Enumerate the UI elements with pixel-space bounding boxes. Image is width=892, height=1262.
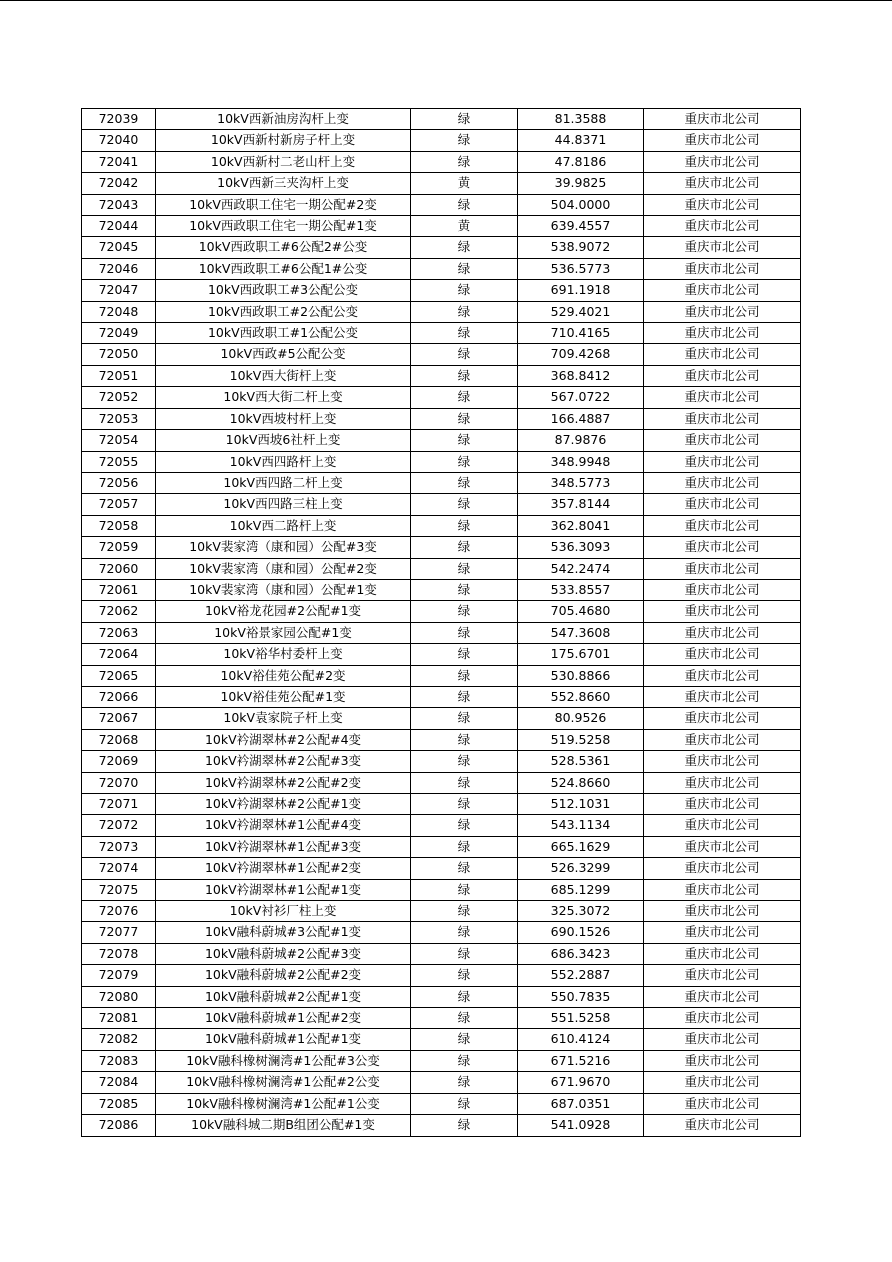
table-row	[82, 601, 801, 622]
value-cell: 530.8866	[518, 665, 644, 686]
status-cell: 绿	[411, 901, 518, 922]
status-cell: 绿	[411, 109, 518, 130]
company-cell: 重庆市北公司	[644, 965, 801, 986]
status-cell: 绿	[411, 387, 518, 408]
table-row	[82, 451, 801, 472]
value-cell: 541.0928	[518, 1115, 644, 1136]
id-cell: 72067	[82, 708, 156, 729]
company-cell: 重庆市北公司	[644, 943, 801, 964]
name-cell: 10kV西四路杆上变	[156, 451, 411, 472]
table-row	[82, 708, 801, 729]
id-cell: 72066	[82, 686, 156, 707]
company-cell: 重庆市北公司	[644, 301, 801, 322]
status-cell: 黄	[411, 173, 518, 194]
id-cell: 72061	[82, 579, 156, 600]
table-row	[82, 216, 801, 237]
company-cell: 重庆市北公司	[644, 879, 801, 900]
company-cell: 重庆市北公司	[644, 280, 801, 301]
value-cell: 524.8660	[518, 772, 644, 793]
value-cell: 690.1526	[518, 922, 644, 943]
id-cell: 72081	[82, 1008, 156, 1029]
id-cell: 72048	[82, 301, 156, 322]
company-cell: 重庆市北公司	[644, 815, 801, 836]
table-row	[82, 879, 801, 900]
id-cell: 72044	[82, 216, 156, 237]
status-cell: 绿	[411, 729, 518, 750]
name-cell: 10kV裕佳苑公配#2变	[156, 665, 411, 686]
table-row	[82, 323, 801, 344]
name-cell: 10kV西政#5公配公变	[156, 344, 411, 365]
company-cell: 重庆市北公司	[644, 922, 801, 943]
transformer-table-body	[82, 109, 801, 1137]
value-cell: 671.9670	[518, 1072, 644, 1093]
name-cell: 10kV西二路杆上变	[156, 515, 411, 536]
value-cell: 533.8557	[518, 579, 644, 600]
id-cell: 72086	[82, 1115, 156, 1136]
name-cell: 10kV西政职工#3公配公变	[156, 280, 411, 301]
company-cell: 重庆市北公司	[644, 109, 801, 130]
status-cell: 绿	[411, 815, 518, 836]
company-cell: 重庆市北公司	[644, 601, 801, 622]
status-cell: 绿	[411, 515, 518, 536]
status-cell: 绿	[411, 858, 518, 879]
status-cell: 绿	[411, 622, 518, 643]
name-cell: 10kV袁家院子杆上变	[156, 708, 411, 729]
status-cell: 绿	[411, 258, 518, 279]
name-cell: 10kV西政职工#1公配公变	[156, 323, 411, 344]
value-cell: 550.7835	[518, 986, 644, 1007]
status-cell: 黄	[411, 216, 518, 237]
status-cell: 绿	[411, 194, 518, 215]
value-cell: 686.3423	[518, 943, 644, 964]
status-cell: 绿	[411, 323, 518, 344]
table-row	[82, 301, 801, 322]
value-cell: 687.0351	[518, 1093, 644, 1114]
status-cell: 绿	[411, 986, 518, 1007]
table-row	[82, 622, 801, 643]
id-cell: 72049	[82, 323, 156, 344]
company-cell: 重庆市北公司	[644, 794, 801, 815]
id-cell: 72082	[82, 1029, 156, 1050]
id-cell: 72041	[82, 151, 156, 172]
value-cell: 685.1299	[518, 879, 644, 900]
company-cell: 重庆市北公司	[644, 494, 801, 515]
company-cell: 重庆市北公司	[644, 1072, 801, 1093]
name-cell: 10kV衿湖翠林#1公配#4变	[156, 815, 411, 836]
id-cell: 72063	[82, 622, 156, 643]
status-cell: 绿	[411, 686, 518, 707]
id-cell: 72080	[82, 986, 156, 1007]
status-cell: 绿	[411, 879, 518, 900]
table-row	[82, 515, 801, 536]
status-cell: 绿	[411, 237, 518, 258]
name-cell: 10kV融科橡树澜湾#1公配#3公变	[156, 1050, 411, 1071]
table-row	[82, 387, 801, 408]
company-cell: 重庆市北公司	[644, 1050, 801, 1071]
value-cell: 81.3588	[518, 109, 644, 130]
value-cell: 543.1134	[518, 815, 644, 836]
value-cell: 691.1918	[518, 280, 644, 301]
name-cell: 10kV裕龙花园#2公配#1变	[156, 601, 411, 622]
id-cell: 72050	[82, 344, 156, 365]
id-cell: 72051	[82, 365, 156, 386]
value-cell: 325.3072	[518, 901, 644, 922]
table-row	[82, 644, 801, 665]
name-cell: 10kV西新村新房子杆上变	[156, 130, 411, 151]
table-row	[82, 1050, 801, 1071]
status-cell: 绿	[411, 472, 518, 493]
name-cell: 10kV西四路三柱上变	[156, 494, 411, 515]
name-cell: 10kV融科蔚城#2公配#3变	[156, 943, 411, 964]
status-cell: 绿	[411, 151, 518, 172]
status-cell: 绿	[411, 408, 518, 429]
table-row	[82, 1008, 801, 1029]
name-cell: 10kV西政职工#2公配公变	[156, 301, 411, 322]
id-cell: 72074	[82, 858, 156, 879]
id-cell: 72069	[82, 751, 156, 772]
value-cell: 551.5258	[518, 1008, 644, 1029]
status-cell: 绿	[411, 665, 518, 686]
id-cell: 72058	[82, 515, 156, 536]
company-cell: 重庆市北公司	[644, 430, 801, 451]
name-cell: 10kV融科蔚城#3公配#1变	[156, 922, 411, 943]
status-cell: 绿	[411, 130, 518, 151]
value-cell: 552.8660	[518, 686, 644, 707]
table-row	[82, 579, 801, 600]
status-cell: 绿	[411, 537, 518, 558]
table-row	[82, 965, 801, 986]
value-cell: 536.3093	[518, 537, 644, 558]
status-cell: 绿	[411, 1008, 518, 1029]
company-cell: 重庆市北公司	[644, 772, 801, 793]
status-cell: 绿	[411, 1029, 518, 1050]
id-cell: 72047	[82, 280, 156, 301]
company-cell: 重庆市北公司	[644, 622, 801, 643]
value-cell: 639.4557	[518, 216, 644, 237]
table-row	[82, 729, 801, 750]
table-row	[82, 408, 801, 429]
id-cell: 72062	[82, 601, 156, 622]
status-cell: 绿	[411, 836, 518, 857]
company-cell: 重庆市北公司	[644, 451, 801, 472]
table-row	[82, 922, 801, 943]
company-cell: 重庆市北公司	[644, 708, 801, 729]
value-cell: 44.8371	[518, 130, 644, 151]
value-cell: 709.4268	[518, 344, 644, 365]
status-cell: 绿	[411, 644, 518, 665]
table-row	[82, 901, 801, 922]
company-cell: 重庆市北公司	[644, 1008, 801, 1029]
status-cell: 绿	[411, 965, 518, 986]
transformer-table	[81, 108, 801, 1137]
value-cell: 671.5216	[518, 1050, 644, 1071]
value-cell: 512.1031	[518, 794, 644, 815]
id-cell: 72083	[82, 1050, 156, 1071]
name-cell: 10kV融科橡树澜湾#1公配#1公变	[156, 1093, 411, 1114]
id-cell: 72057	[82, 494, 156, 515]
company-cell: 重庆市北公司	[644, 644, 801, 665]
company-cell: 重庆市北公司	[644, 686, 801, 707]
company-cell: 重庆市北公司	[644, 365, 801, 386]
status-cell: 绿	[411, 708, 518, 729]
value-cell: 519.5258	[518, 729, 644, 750]
status-cell: 绿	[411, 943, 518, 964]
value-cell: 166.4887	[518, 408, 644, 429]
status-cell: 绿	[411, 430, 518, 451]
name-cell: 10kV衿湖翠林#2公配#1变	[156, 794, 411, 815]
id-cell: 72040	[82, 130, 156, 151]
id-cell: 72064	[82, 644, 156, 665]
table-row	[82, 665, 801, 686]
company-cell: 重庆市北公司	[644, 258, 801, 279]
value-cell: 357.8144	[518, 494, 644, 515]
table-row	[82, 1093, 801, 1114]
company-cell: 重庆市北公司	[644, 579, 801, 600]
company-cell: 重庆市北公司	[644, 130, 801, 151]
table-row	[82, 986, 801, 1007]
status-cell: 绿	[411, 751, 518, 772]
company-cell: 重庆市北公司	[644, 1093, 801, 1114]
table-row	[82, 173, 801, 194]
table-row	[82, 237, 801, 258]
table-row	[82, 815, 801, 836]
id-cell: 72071	[82, 794, 156, 815]
value-cell: 368.8412	[518, 365, 644, 386]
name-cell: 10kV西四路二杆上变	[156, 472, 411, 493]
company-cell: 重庆市北公司	[644, 194, 801, 215]
name-cell: 10kV裴家湾（康和园）公配#1变	[156, 579, 411, 600]
company-cell: 重庆市北公司	[644, 537, 801, 558]
company-cell: 重庆市北公司	[644, 323, 801, 344]
company-cell: 重庆市北公司	[644, 1029, 801, 1050]
id-cell: 72065	[82, 665, 156, 686]
name-cell: 10kV融科城二期B组团公配#1变	[156, 1115, 411, 1136]
id-cell: 72056	[82, 472, 156, 493]
name-cell: 10kV西政职工#6公配1#公变	[156, 258, 411, 279]
table-row	[82, 109, 801, 130]
table-row	[82, 344, 801, 365]
name-cell: 10kV裕景家园公配#1变	[156, 622, 411, 643]
value-cell: 87.9876	[518, 430, 644, 451]
name-cell: 10kV衿湖翠林#1公配#1变	[156, 879, 411, 900]
table-row	[82, 430, 801, 451]
company-cell: 重庆市北公司	[644, 901, 801, 922]
status-cell: 绿	[411, 772, 518, 793]
name-cell: 10kV衿湖翠林#2公配#3变	[156, 751, 411, 772]
id-cell: 72076	[82, 901, 156, 922]
value-cell: 547.3608	[518, 622, 644, 643]
name-cell: 10kV融科蔚城#1公配#1变	[156, 1029, 411, 1050]
value-cell: 567.0722	[518, 387, 644, 408]
table-row	[82, 258, 801, 279]
table-row	[82, 686, 801, 707]
table-row	[82, 1072, 801, 1093]
id-cell: 72084	[82, 1072, 156, 1093]
value-cell: 175.6701	[518, 644, 644, 665]
status-cell: 绿	[411, 1093, 518, 1114]
table-row	[82, 472, 801, 493]
value-cell: 80.9526	[518, 708, 644, 729]
id-cell: 72042	[82, 173, 156, 194]
id-cell: 72045	[82, 237, 156, 258]
status-cell: 绿	[411, 579, 518, 600]
value-cell: 542.2474	[518, 558, 644, 579]
id-cell: 72079	[82, 965, 156, 986]
name-cell: 10kV西政职工住宅一期公配#1变	[156, 216, 411, 237]
id-cell: 72039	[82, 109, 156, 130]
value-cell: 610.4124	[518, 1029, 644, 1050]
table-row	[82, 130, 801, 151]
name-cell: 10kV衬衫厂柱上变	[156, 901, 411, 922]
status-cell: 绿	[411, 601, 518, 622]
name-cell: 10kV西新三夹沟杆上变	[156, 173, 411, 194]
company-cell: 重庆市北公司	[644, 729, 801, 750]
value-cell: 536.5773	[518, 258, 644, 279]
table-row	[82, 943, 801, 964]
table-row	[82, 494, 801, 515]
value-cell: 538.9072	[518, 237, 644, 258]
value-cell: 552.2887	[518, 965, 644, 986]
id-cell: 72085	[82, 1093, 156, 1114]
table-row	[82, 836, 801, 857]
name-cell: 10kV裕佳苑公配#1变	[156, 686, 411, 707]
name-cell: 10kV裴家湾（康和园）公配#2变	[156, 558, 411, 579]
id-cell: 72068	[82, 729, 156, 750]
table-row	[82, 751, 801, 772]
id-cell: 72070	[82, 772, 156, 793]
value-cell: 348.9948	[518, 451, 644, 472]
name-cell: 10kV西坡6社杆上变	[156, 430, 411, 451]
table-row	[82, 194, 801, 215]
status-cell: 绿	[411, 365, 518, 386]
page-top-border	[0, 0, 892, 1]
table-row	[82, 794, 801, 815]
id-cell: 72054	[82, 430, 156, 451]
company-cell: 重庆市北公司	[644, 515, 801, 536]
company-cell: 重庆市北公司	[644, 173, 801, 194]
status-cell: 绿	[411, 1050, 518, 1071]
company-cell: 重庆市北公司	[644, 1115, 801, 1136]
value-cell: 705.4680	[518, 601, 644, 622]
name-cell: 10kV衿湖翠林#2公配#4变	[156, 729, 411, 750]
company-cell: 重庆市北公司	[644, 665, 801, 686]
name-cell: 10kV西新油房沟杆上变	[156, 109, 411, 130]
status-cell: 绿	[411, 1072, 518, 1093]
value-cell: 665.1629	[518, 836, 644, 857]
table-row	[82, 365, 801, 386]
table-row	[82, 772, 801, 793]
company-cell: 重庆市北公司	[644, 751, 801, 772]
table-row	[82, 1029, 801, 1050]
table-row	[82, 151, 801, 172]
status-cell: 绿	[411, 1115, 518, 1136]
name-cell: 10kV融科蔚城#1公配#2变	[156, 1008, 411, 1029]
id-cell: 72052	[82, 387, 156, 408]
company-cell: 重庆市北公司	[644, 986, 801, 1007]
table-row	[82, 280, 801, 301]
id-cell: 72055	[82, 451, 156, 472]
name-cell: 10kV衿湖翠林#1公配#3变	[156, 836, 411, 857]
name-cell: 10kV融科蔚城#2公配#1变	[156, 986, 411, 1007]
value-cell: 47.8186	[518, 151, 644, 172]
value-cell: 39.9825	[518, 173, 644, 194]
name-cell: 10kV衿湖翠林#1公配#2变	[156, 858, 411, 879]
company-cell: 重庆市北公司	[644, 237, 801, 258]
table-row	[82, 537, 801, 558]
value-cell: 526.3299	[518, 858, 644, 879]
id-cell: 72078	[82, 943, 156, 964]
value-cell: 528.5361	[518, 751, 644, 772]
value-cell: 504.0000	[518, 194, 644, 215]
status-cell: 绿	[411, 558, 518, 579]
status-cell: 绿	[411, 344, 518, 365]
name-cell: 10kV西政职工住宅一期公配#2变	[156, 194, 411, 215]
id-cell: 72072	[82, 815, 156, 836]
name-cell: 10kV西大街二杆上变	[156, 387, 411, 408]
status-cell: 绿	[411, 794, 518, 815]
value-cell: 362.8041	[518, 515, 644, 536]
company-cell: 重庆市北公司	[644, 151, 801, 172]
id-cell: 72043	[82, 194, 156, 215]
id-cell: 72073	[82, 836, 156, 857]
name-cell: 10kV西大街杆上变	[156, 365, 411, 386]
company-cell: 重庆市北公司	[644, 558, 801, 579]
name-cell: 10kV衿湖翠林#2公配#2变	[156, 772, 411, 793]
company-cell: 重庆市北公司	[644, 858, 801, 879]
id-cell: 72060	[82, 558, 156, 579]
company-cell: 重庆市北公司	[644, 472, 801, 493]
company-cell: 重庆市北公司	[644, 387, 801, 408]
status-cell: 绿	[411, 922, 518, 943]
company-cell: 重庆市北公司	[644, 836, 801, 857]
status-cell: 绿	[411, 280, 518, 301]
status-cell: 绿	[411, 451, 518, 472]
table-row	[82, 858, 801, 879]
id-cell: 72053	[82, 408, 156, 429]
table-row	[82, 558, 801, 579]
value-cell: 529.4021	[518, 301, 644, 322]
name-cell: 10kV裴家湾（康和园）公配#3变	[156, 537, 411, 558]
table-row	[82, 1115, 801, 1136]
status-cell: 绿	[411, 494, 518, 515]
name-cell: 10kV裕华村委杆上变	[156, 644, 411, 665]
value-cell: 710.4165	[518, 323, 644, 344]
name-cell: 10kV融科橡树澜湾#1公配#2公变	[156, 1072, 411, 1093]
id-cell: 72059	[82, 537, 156, 558]
name-cell: 10kV西新村二老山杆上变	[156, 151, 411, 172]
id-cell: 72075	[82, 879, 156, 900]
id-cell: 72046	[82, 258, 156, 279]
value-cell: 348.5773	[518, 472, 644, 493]
name-cell: 10kV西坡村杆上变	[156, 408, 411, 429]
id-cell: 72077	[82, 922, 156, 943]
status-cell: 绿	[411, 301, 518, 322]
company-cell: 重庆市北公司	[644, 216, 801, 237]
company-cell: 重庆市北公司	[644, 408, 801, 429]
name-cell: 10kV西政职工#6公配2#公变	[156, 237, 411, 258]
company-cell: 重庆市北公司	[644, 344, 801, 365]
name-cell: 10kV融科蔚城#2公配#2变	[156, 965, 411, 986]
